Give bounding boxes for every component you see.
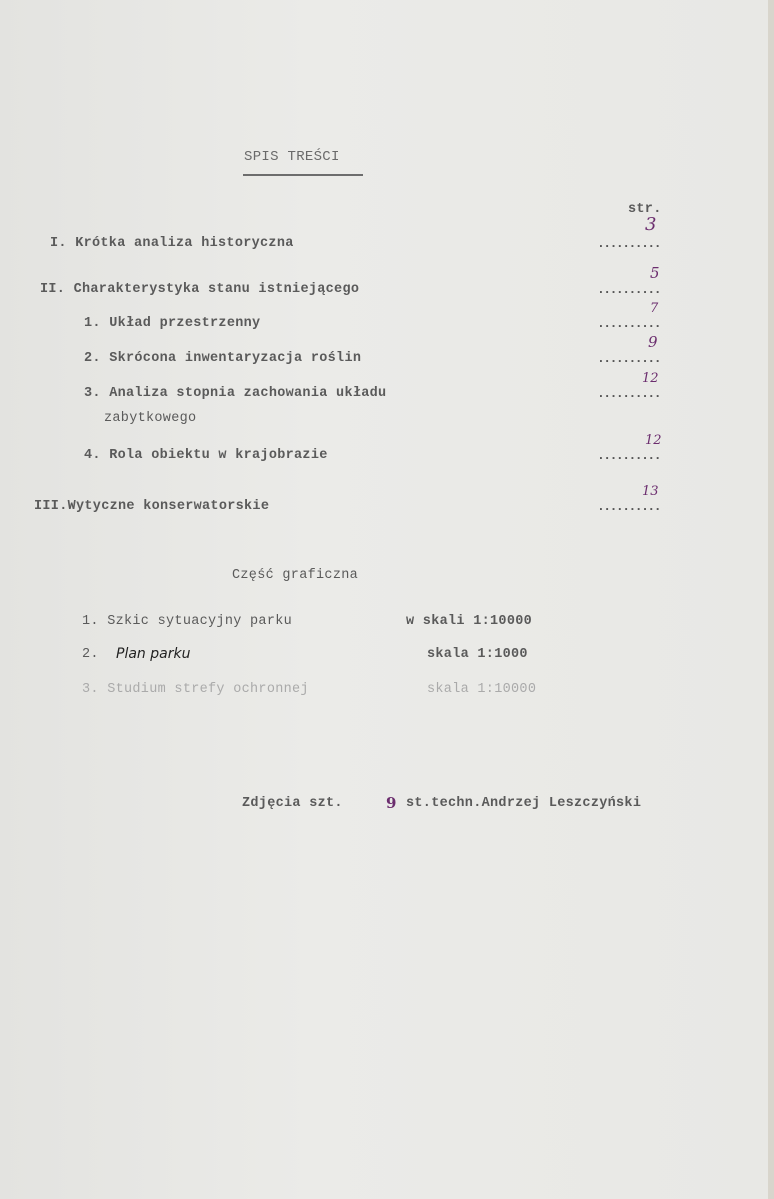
- toc-dots: ..........: [597, 448, 661, 463]
- toc-page-number: 7: [650, 301, 659, 316]
- toc-page-number: 12: [645, 433, 662, 448]
- graphic-item-number: 2.: [82, 647, 99, 662]
- footer-photos-label: Zdjęcia szt.: [242, 796, 343, 811]
- toc-page-number: 3: [645, 214, 657, 235]
- toc-entry: 1. Układ przestrzenny: [84, 316, 261, 331]
- page-title: SPIS TREŚCI: [244, 149, 340, 165]
- toc-entry: II. Charakterystyka stanu istniejącego: [40, 282, 360, 297]
- toc-entry: I. Krótka analiza historyczna: [50, 236, 294, 251]
- toc-page-number: 5: [650, 264, 660, 282]
- graphic-item-scale: skala 1:10000: [427, 682, 537, 697]
- toc-dots: ..........: [597, 351, 661, 366]
- footer-author: st.techn.Andrzej Leszczyński: [406, 796, 642, 811]
- toc-dots: ..........: [597, 316, 661, 331]
- graphic-item-handwritten: Plan parku: [116, 646, 191, 662]
- toc-page-number: 9: [648, 333, 658, 351]
- graphic-item: 3. Studium strefy ochronnej: [82, 682, 309, 697]
- footer-photo-count: 9: [386, 794, 397, 812]
- toc-dots: ..........: [597, 499, 661, 514]
- graphic-item-scale: w skali 1:10000: [406, 614, 533, 629]
- page-column-label: str.: [628, 202, 662, 217]
- paper-edge: [768, 0, 774, 1199]
- toc-entry: 4. Rola obiektu w krajobrazie: [84, 448, 328, 463]
- toc-entry-continued: zabytkowego: [104, 411, 197, 426]
- toc-entry: III.Wytyczne konserwatorskie: [34, 499, 270, 514]
- toc-entry: 3. Analiza stopnia zachowania układu: [84, 386, 387, 401]
- toc-page-number: 12: [642, 371, 659, 386]
- graphic-item-scale: skala 1:1000: [427, 647, 528, 662]
- toc-dots: ..........: [597, 236, 661, 251]
- toc-dots: ..........: [597, 386, 661, 401]
- graphic-item: 1. Szkic sytuacyjny parku: [82, 614, 293, 629]
- toc-page-number: 13: [642, 484, 659, 499]
- title-underline: [243, 174, 363, 176]
- toc-entry: 2. Skrócona inwentaryzacja roślin: [84, 351, 362, 366]
- toc-dots: ..........: [597, 282, 661, 297]
- graphic-section-title: Część graficzna: [232, 568, 359, 583]
